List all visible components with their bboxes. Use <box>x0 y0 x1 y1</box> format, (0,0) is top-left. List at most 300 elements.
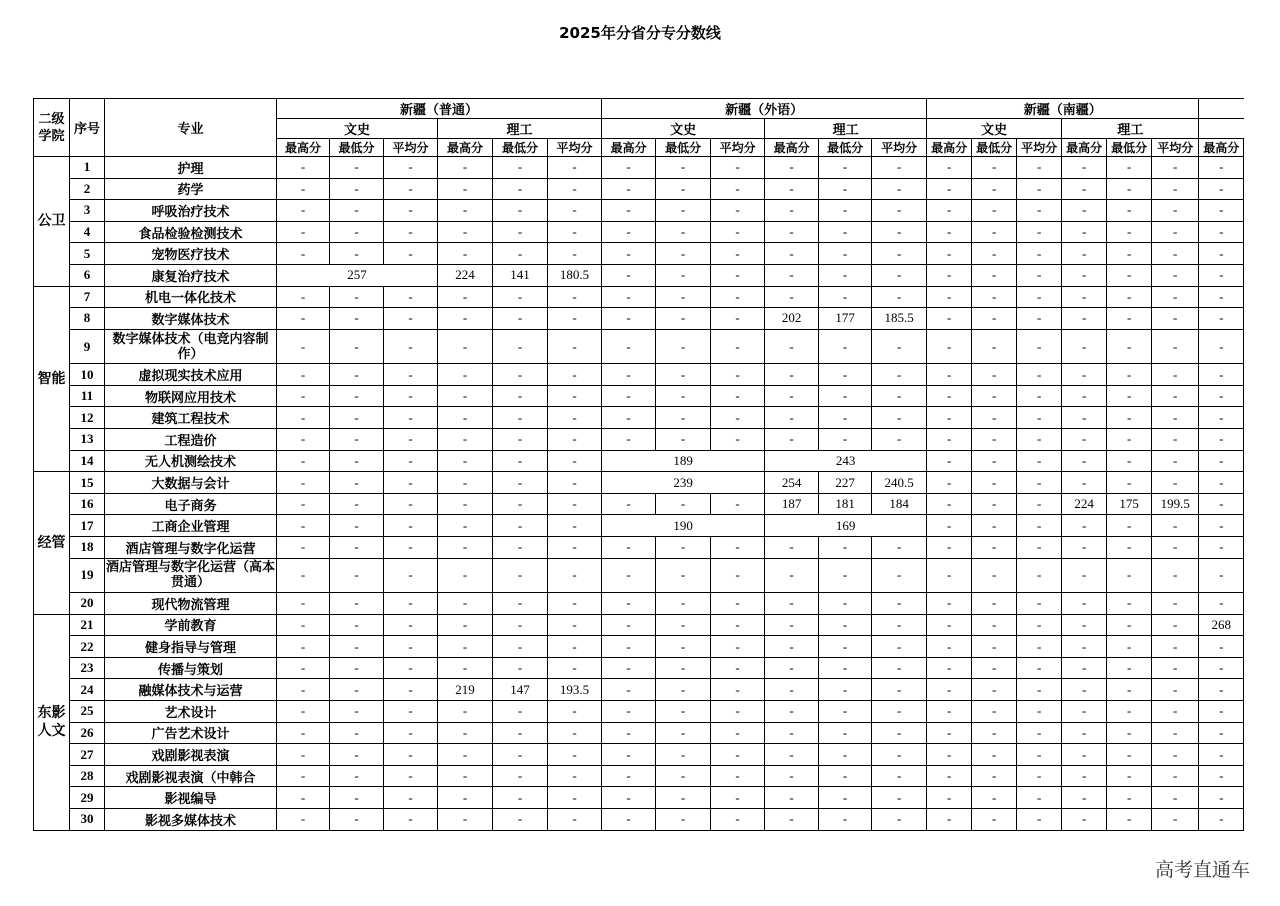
score-cell: 224 <box>1062 493 1107 515</box>
score-cell: - <box>330 809 384 831</box>
score-cell: - <box>819 636 872 658</box>
score-cell: - <box>1152 429 1199 451</box>
score-cell: - <box>1062 558 1107 593</box>
table-row <box>34 722 1244 744</box>
score-cell: - <box>711 157 765 179</box>
score-cell: - <box>1199 429 1244 451</box>
score-cell: - <box>330 407 384 429</box>
header-track-cut <box>1199 119 1244 139</box>
score-cell: - <box>711 429 765 451</box>
score-cell: - <box>384 385 438 407</box>
score-cell: - <box>656 558 711 593</box>
score-cell: - <box>384 429 438 451</box>
score-cell: - <box>1152 450 1199 472</box>
score-cell: - <box>872 407 927 429</box>
score-cell: - <box>1152 679 1199 701</box>
score-cell: - <box>1017 765 1062 787</box>
score-cell: - <box>1152 364 1199 386</box>
college-name: 东影人文 <box>34 614 70 830</box>
score-cell: - <box>1199 787 1244 809</box>
score-cell: - <box>602 493 656 515</box>
score-cell: - <box>438 243 493 265</box>
score-cell: - <box>1152 657 1199 679</box>
score-cell: - <box>1062 614 1107 636</box>
score-cell: - <box>277 200 330 222</box>
row-number: 9 <box>70 329 105 364</box>
score-cell: - <box>548 537 602 559</box>
score-cell: - <box>1199 329 1244 364</box>
score-cell: - <box>602 657 656 679</box>
score-cell: - <box>438 614 493 636</box>
score-cell: - <box>1062 809 1107 831</box>
score-cell: - <box>1107 385 1152 407</box>
score-cell: - <box>765 329 819 364</box>
major-name: 酒店管理与数字化运营 <box>105 537 277 559</box>
major-name: 食品检验检测技术 <box>105 221 277 243</box>
score-cell: - <box>1107 243 1152 265</box>
major-name: 建筑工程技术 <box>105 407 277 429</box>
score-cell: - <box>548 636 602 658</box>
score-cell: - <box>1152 722 1199 744</box>
score-cell: - <box>602 787 656 809</box>
score-cell: - <box>927 450 972 472</box>
score-cell: - <box>872 679 927 701</box>
header-stat: 平均分 <box>548 139 602 157</box>
header-stat: 最高分 <box>1062 139 1107 157</box>
score-cell: - <box>927 558 972 593</box>
score-cell: - <box>1199 385 1244 407</box>
score-cell: - <box>1107 515 1152 537</box>
table-row <box>34 450 1244 472</box>
row-number: 13 <box>70 429 105 451</box>
header-stat: 最高分 <box>1199 139 1244 157</box>
score-cell: - <box>1017 744 1062 766</box>
score-cell: - <box>656 765 711 787</box>
score-cell: - <box>1107 657 1152 679</box>
row-number: 23 <box>70 657 105 679</box>
score-cell: - <box>1017 787 1062 809</box>
table-row <box>34 472 1244 494</box>
score-cell: - <box>493 429 548 451</box>
score-cell: - <box>972 308 1017 330</box>
score-cell: 202 <box>765 308 819 330</box>
score-cell: - <box>656 329 711 364</box>
score-cell: - <box>819 264 872 286</box>
score-cell: - <box>1017 178 1062 200</box>
score-cell: - <box>872 221 927 243</box>
score-cell: - <box>819 221 872 243</box>
score-cell: - <box>819 243 872 265</box>
major-name: 工商企业管理 <box>105 515 277 537</box>
score-cell: 193.5 <box>548 679 602 701</box>
score-cell: - <box>972 243 1017 265</box>
score-cell: - <box>972 722 1017 744</box>
score-cell: 240.5 <box>872 472 927 494</box>
score-cell: - <box>927 243 972 265</box>
score-cell: - <box>927 429 972 451</box>
score-cell: 257 <box>277 264 438 286</box>
score-cell: - <box>438 286 493 308</box>
score-cell: - <box>656 429 711 451</box>
score-cell: - <box>548 657 602 679</box>
score-cell: - <box>493 200 548 222</box>
score-cell: - <box>1107 364 1152 386</box>
score-cell: - <box>493 636 548 658</box>
score-cell: - <box>711 744 765 766</box>
score-cell: - <box>330 679 384 701</box>
score-cell: - <box>711 329 765 364</box>
score-cell: - <box>1199 679 1244 701</box>
score-cell: - <box>1017 657 1062 679</box>
score-cell: - <box>277 329 330 364</box>
score-cell: - <box>277 364 330 386</box>
score-cell: - <box>602 329 656 364</box>
score-cell: - <box>1062 744 1107 766</box>
score-cell: - <box>711 657 765 679</box>
score-cell: - <box>1062 200 1107 222</box>
score-cell: - <box>602 286 656 308</box>
row-number: 8 <box>70 308 105 330</box>
score-cell: - <box>1199 809 1244 831</box>
score-cell: - <box>277 157 330 179</box>
score-cell: - <box>927 200 972 222</box>
score-cell: - <box>1062 722 1107 744</box>
score-cell: - <box>1017 385 1062 407</box>
score-cell: - <box>1107 407 1152 429</box>
table-row <box>34 809 1244 831</box>
score-cell: - <box>819 385 872 407</box>
score-cell: - <box>927 364 972 386</box>
score-cell: - <box>277 809 330 831</box>
score-cell: - <box>872 636 927 658</box>
score-cell: - <box>872 286 927 308</box>
header-region: 新疆（外语） <box>602 99 927 119</box>
row-number: 30 <box>70 809 105 831</box>
score-cell: - <box>1199 515 1244 537</box>
score-cell: - <box>548 472 602 494</box>
score-cell: - <box>384 364 438 386</box>
score-cell: - <box>438 744 493 766</box>
score-cell: - <box>656 722 711 744</box>
score-cell: - <box>548 765 602 787</box>
row-number: 3 <box>70 200 105 222</box>
score-cell: - <box>493 329 548 364</box>
score-cell: - <box>972 178 1017 200</box>
score-cell: 180.5 <box>548 264 602 286</box>
score-cell: - <box>872 593 927 615</box>
score-cell: - <box>656 636 711 658</box>
score-cell: - <box>972 614 1017 636</box>
score-cell: - <box>927 407 972 429</box>
score-cell: - <box>711 593 765 615</box>
major-name: 数字媒体技术（电竞内容制作） <box>105 329 277 364</box>
score-cell: - <box>330 787 384 809</box>
score-cell: - <box>1107 537 1152 559</box>
score-cell: - <box>438 429 493 451</box>
score-cell: - <box>1062 537 1107 559</box>
row-number: 12 <box>70 407 105 429</box>
score-cell: - <box>493 515 548 537</box>
score-cell: - <box>972 493 1017 515</box>
score-cell: - <box>1107 472 1152 494</box>
score-cell: - <box>330 493 384 515</box>
header-stat: 最高分 <box>277 139 330 157</box>
score-cell: - <box>1017 407 1062 429</box>
score-cell: - <box>819 200 872 222</box>
score-cell: - <box>1152 407 1199 429</box>
header-stat: 最高分 <box>927 139 972 157</box>
header-stat: 最低分 <box>819 139 872 157</box>
score-cell: - <box>1107 157 1152 179</box>
score-cell: - <box>1062 657 1107 679</box>
score-cell: - <box>384 407 438 429</box>
score-cell: - <box>927 636 972 658</box>
score-cell: - <box>493 765 548 787</box>
score-cell: - <box>972 221 1017 243</box>
score-cell: - <box>548 787 602 809</box>
score-cell: - <box>972 744 1017 766</box>
score-cell: - <box>819 178 872 200</box>
table-row <box>34 701 1244 723</box>
score-cell: - <box>1107 787 1152 809</box>
score-cell: - <box>330 765 384 787</box>
score-cell: - <box>438 657 493 679</box>
score-cell: - <box>330 450 384 472</box>
score-cell: - <box>972 593 1017 615</box>
score-cell: - <box>1017 537 1062 559</box>
score-cell: - <box>656 286 711 308</box>
score-cell: - <box>330 286 384 308</box>
score-cell: - <box>277 429 330 451</box>
row-number: 10 <box>70 364 105 386</box>
score-cell: - <box>656 614 711 636</box>
score-cell: - <box>1199 593 1244 615</box>
row-number: 26 <box>70 722 105 744</box>
score-cell: - <box>872 178 927 200</box>
major-name: 电子商务 <box>105 493 277 515</box>
watermark: 高考直通车 <box>1154 859 1250 881</box>
score-cell: - <box>438 515 493 537</box>
score-cell: - <box>765 787 819 809</box>
score-cell: - <box>711 809 765 831</box>
score-cell: 185.5 <box>872 308 927 330</box>
score-cell: - <box>1107 744 1152 766</box>
score-cell: - <box>330 178 384 200</box>
score-cell: - <box>1107 722 1152 744</box>
score-cell: - <box>384 221 438 243</box>
score-cell: - <box>1152 515 1199 537</box>
score-cell: - <box>384 701 438 723</box>
score-cell: - <box>602 178 656 200</box>
header-stat: 最高分 <box>438 139 493 157</box>
score-cell: - <box>927 264 972 286</box>
score-cell: - <box>765 407 819 429</box>
score-cell: - <box>927 809 972 831</box>
score-cell: - <box>656 493 711 515</box>
header-track: 文史 <box>602 119 765 139</box>
score-cell: - <box>602 385 656 407</box>
major-name: 康复治疗技术 <box>105 264 277 286</box>
score-cell: - <box>1107 593 1152 615</box>
score-cell: - <box>493 558 548 593</box>
score-cell: - <box>711 765 765 787</box>
table-row <box>34 178 1244 200</box>
score-cell: - <box>1017 450 1062 472</box>
score-cell: - <box>656 157 711 179</box>
score-cell: - <box>656 537 711 559</box>
score-cell: - <box>1107 765 1152 787</box>
table-row <box>34 515 1244 537</box>
row-number: 7 <box>70 286 105 308</box>
row-number: 25 <box>70 701 105 723</box>
row-number: 4 <box>70 221 105 243</box>
score-cell: - <box>927 385 972 407</box>
score-cell: - <box>548 722 602 744</box>
table-row <box>34 744 1244 766</box>
score-cell: - <box>548 493 602 515</box>
major-name: 数字媒体技术 <box>105 308 277 330</box>
score-cell: - <box>1199 636 1244 658</box>
score-cell: - <box>602 722 656 744</box>
score-cell: - <box>1017 429 1062 451</box>
score-cell: - <box>1017 722 1062 744</box>
score-cell: - <box>819 809 872 831</box>
score-cell: - <box>656 308 711 330</box>
major-name: 酒店管理与数字化运营（高本贯通） <box>105 558 277 593</box>
score-cell: - <box>972 329 1017 364</box>
score-cell: - <box>1107 450 1152 472</box>
score-cell: - <box>1062 308 1107 330</box>
score-cell: 268 <box>1199 614 1244 636</box>
score-cell: - <box>277 593 330 615</box>
table-row <box>34 614 1244 636</box>
score-cell: - <box>493 657 548 679</box>
score-cell: - <box>1107 200 1152 222</box>
row-number: 17 <box>70 515 105 537</box>
table-row <box>34 364 1244 386</box>
score-cell: - <box>1152 472 1199 494</box>
score-cell: - <box>384 787 438 809</box>
score-cell: - <box>711 679 765 701</box>
score-cell: - <box>438 537 493 559</box>
header-stat: 最高分 <box>765 139 819 157</box>
score-cell: - <box>819 679 872 701</box>
score-cell: - <box>602 407 656 429</box>
row-number: 19 <box>70 558 105 593</box>
score-cell: - <box>972 407 1017 429</box>
major-name: 宠物医疗技术 <box>105 243 277 265</box>
score-cell: - <box>330 329 384 364</box>
score-cell: - <box>493 744 548 766</box>
row-number: 18 <box>70 537 105 559</box>
header-stat: 平均分 <box>711 139 765 157</box>
score-cell: - <box>330 537 384 559</box>
score-cell: - <box>277 308 330 330</box>
score-cell: - <box>1062 787 1107 809</box>
score-cell: - <box>548 157 602 179</box>
score-cell: - <box>1107 614 1152 636</box>
score-cell: - <box>493 722 548 744</box>
score-cell: - <box>384 636 438 658</box>
score-table <box>33 98 1244 831</box>
score-cell: - <box>1199 407 1244 429</box>
score-cell: - <box>972 472 1017 494</box>
score-cell: - <box>927 329 972 364</box>
score-cell: - <box>819 329 872 364</box>
table-row <box>34 308 1244 330</box>
score-cell: 184 <box>872 493 927 515</box>
score-cell: - <box>711 787 765 809</box>
score-cell: - <box>656 178 711 200</box>
score-cell: - <box>872 809 927 831</box>
score-cell: - <box>384 178 438 200</box>
score-cell: - <box>602 679 656 701</box>
score-cell: - <box>872 722 927 744</box>
table-row <box>34 286 1244 308</box>
score-cell: - <box>277 636 330 658</box>
score-cell: - <box>493 614 548 636</box>
score-cell: - <box>656 221 711 243</box>
score-cell: - <box>1017 157 1062 179</box>
row-number: 27 <box>70 744 105 766</box>
score-cell: - <box>548 593 602 615</box>
score-cell: - <box>1017 329 1062 364</box>
score-cell: - <box>872 264 927 286</box>
header-stat: 平均分 <box>1017 139 1062 157</box>
score-cell: - <box>548 809 602 831</box>
score-cell: - <box>819 286 872 308</box>
score-cell: - <box>1152 744 1199 766</box>
score-cell: - <box>1199 744 1244 766</box>
score-cell: - <box>711 385 765 407</box>
table-row <box>34 385 1244 407</box>
score-cell: - <box>972 157 1017 179</box>
score-cell: - <box>548 286 602 308</box>
score-cell: - <box>972 385 1017 407</box>
score-cell: - <box>656 243 711 265</box>
row-number: 21 <box>70 614 105 636</box>
score-cell: - <box>277 657 330 679</box>
score-cell: - <box>1107 429 1152 451</box>
row-number: 6 <box>70 264 105 286</box>
table-row <box>34 593 1244 615</box>
header-stat: 最低分 <box>330 139 384 157</box>
score-cell: - <box>438 200 493 222</box>
score-cell: - <box>927 765 972 787</box>
score-cell: - <box>438 364 493 386</box>
score-cell: - <box>277 385 330 407</box>
score-cell: - <box>330 636 384 658</box>
college-name: 经管 <box>34 472 70 614</box>
score-cell: - <box>1062 472 1107 494</box>
score-cell: - <box>384 157 438 179</box>
score-cell: - <box>765 657 819 679</box>
score-cell: - <box>656 364 711 386</box>
table-row <box>34 765 1244 787</box>
score-cell: - <box>277 286 330 308</box>
score-cell: - <box>656 809 711 831</box>
major-name: 传播与策划 <box>105 657 277 679</box>
score-cell: - <box>277 744 330 766</box>
table-row <box>34 157 1244 179</box>
header-stat: 平均分 <box>1152 139 1199 157</box>
score-cell: - <box>765 614 819 636</box>
score-cell: - <box>1199 200 1244 222</box>
score-cell: 224 <box>438 264 493 286</box>
score-cell: - <box>493 472 548 494</box>
score-cell: - <box>438 765 493 787</box>
score-cell: - <box>1199 722 1244 744</box>
